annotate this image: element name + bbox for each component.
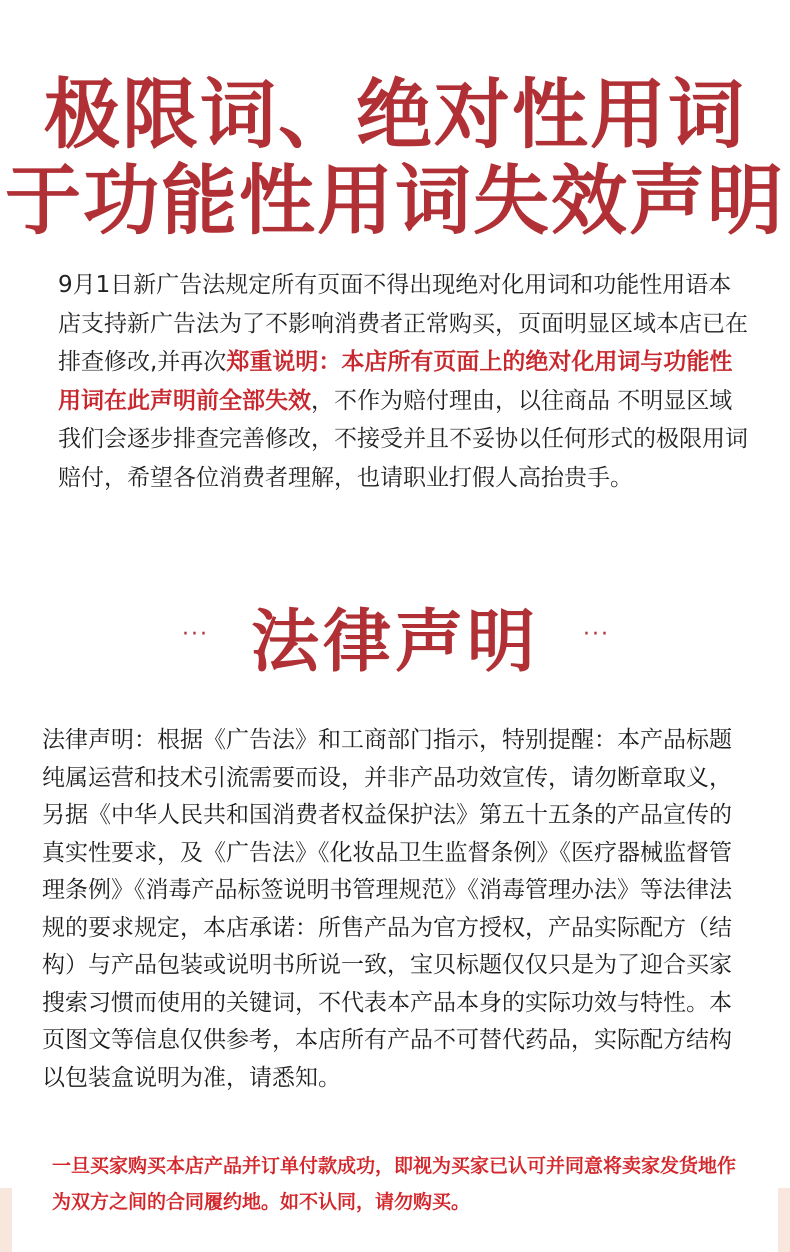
notice-text: 一旦买家购买本店产品并订单付款成功，即视为买家已认可并同意将卖家发货地作为双方之间的合同履约地。如不认同，请勿购买。 bbox=[52, 1155, 737, 1213]
legal-paragraph: 法律声明：根据《广告法》和工商部门指示，特别提醒：本产品标题纯属运营和技术引流需要而设，并非产品功效宣传，请勿断章取义，另据《中华人民共和国消费者权益保护法》第五十五条的产品宣传的真实性要求，及《广告法》《化妆品卫生监督条例》《医疗器械监督管理条例》《消毒产品标签说明书管理规范》《消毒管理办法》等法律法规的要求规定，本店承诺：所售产品为官方授权，产品实际配方（结构）与产品包装或说明书所说一致，宝贝标题仅仅只是为了迎合买家搜索习惯而使用的关键词，不代表本产品本身的实际功效与特性。本页图文等信息仅供参考，本店所有产品不可替代药品，实际配方结构以包装盒说明为准，请悉知。 bbox=[42, 727, 732, 1091]
page-title bbox=[0, 72, 790, 244]
decorative-edge-left bbox=[0, 1188, 12, 1252]
purchase-notice bbox=[52, 1148, 752, 1220]
ornament-dots-right: ··· bbox=[583, 622, 610, 647]
intro-paragraph bbox=[58, 266, 748, 497]
ornament-dots-left: ··· bbox=[182, 622, 209, 647]
intro-emphasis: 郑重说明：本店所有页面上的绝对化用词与功能性用词在此声明前全部失效 bbox=[58, 349, 733, 414]
intro-text-after: ，不作为赔付理由，以往商品 不明显区域我们会逐步排查完善修改，不接受并且不妥协以任何形式的极限用词赔付，希望各位消费者理解，也请职业打假人高抬贵手。 bbox=[58, 387, 748, 491]
legal-title: 法律声明 bbox=[250, 603, 539, 682]
legal-heading bbox=[0, 600, 790, 690]
intro-text-before: 9月1日新广告法规定所有页面不得出现绝对化用词和功能性用语本店支持新广告法为了不影响消费者正常购买，页面明显区域本店已在排查修改,并再次 bbox=[58, 272, 748, 375]
title-line-2: 于功能性用词失效声明 bbox=[5, 156, 785, 245]
title-line-1: 极限词、绝对性用词 bbox=[44, 70, 746, 159]
decorative-edge-right bbox=[778, 1188, 790, 1252]
intro-statement bbox=[58, 266, 748, 497]
legal-statement bbox=[42, 722, 754, 1097]
